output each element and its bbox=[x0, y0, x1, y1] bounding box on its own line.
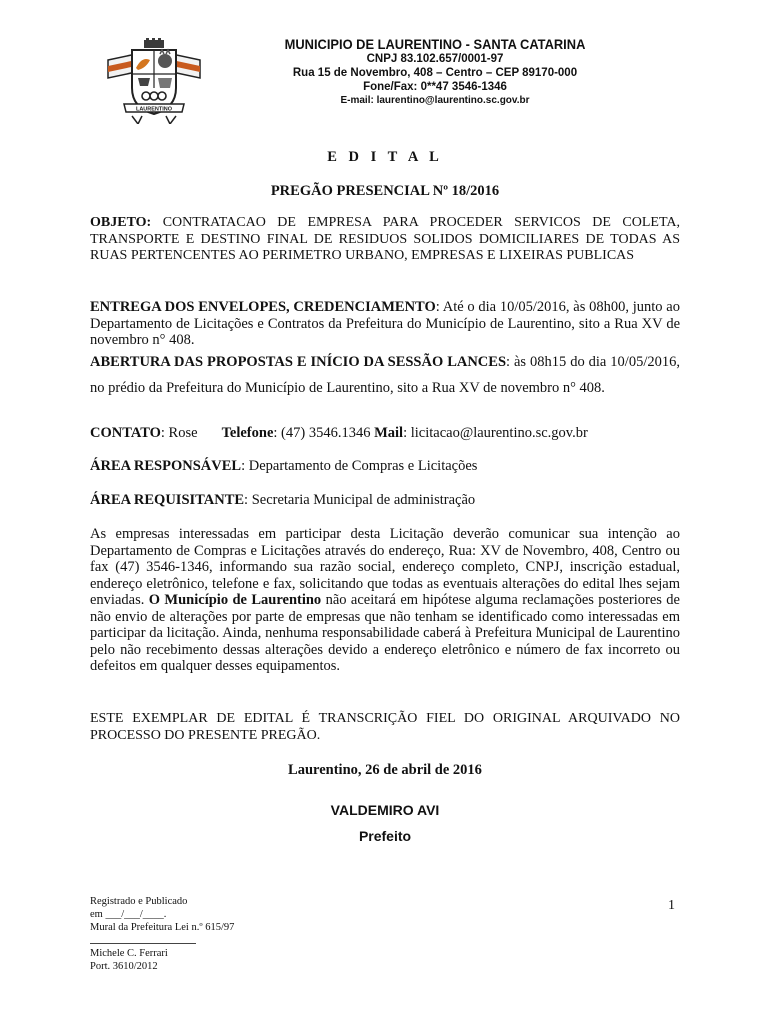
contato-line bbox=[90, 425, 680, 442]
telefone-label: Telefone bbox=[221, 425, 274, 441]
abertura-paragraph bbox=[90, 349, 680, 401]
document-subtitle: PREGÃO PRESENCIAL Nº 18/2016 bbox=[270, 183, 500, 199]
signatory-role: Prefeito bbox=[358, 828, 412, 844]
mail-value: : licitacao@laurentino.sc.gov.br bbox=[403, 425, 588, 441]
registrado-line: Registrado e Publicado bbox=[90, 896, 188, 907]
area-requisitante-value: : Secretaria Municipal de administração bbox=[244, 492, 476, 508]
publication-note bbox=[90, 895, 234, 934]
mail-label: Mail bbox=[374, 425, 404, 441]
objeto-label: OBJETO: bbox=[90, 215, 152, 230]
clerk-name: Michele C. Ferrari bbox=[90, 948, 168, 959]
body-paragraph bbox=[90, 526, 680, 675]
body-text-bold: O Município de Laurentino bbox=[148, 592, 322, 608]
abertura-text: : às 08h15 do dia 10/05/2016, no prédio da Prefeitura do Município de Laurentino, sito a Rua XV de novembro n° 408. bbox=[90, 354, 680, 396]
area-responsavel-label: ÁREA RESPONSÁVEL bbox=[90, 458, 242, 474]
signatory-name: VALDEMIRO AVI bbox=[330, 802, 440, 818]
objeto-text: CONTRATACAO DE EMPRESA PARA PROCEDER SERVICOS DE COLETA, TRANSPORTE E DESTINO FINAL DE RESIDUOS SOLIDOS DOMICILIARES DE TODAS AS RUAS PERTENCENTES AO PERIMETRO URBANO, EMPRESAS E LIXEIRAS PUBLICAS bbox=[90, 215, 680, 263]
area-requisitante-line bbox=[90, 492, 680, 509]
objeto-paragraph bbox=[90, 215, 680, 265]
exemplar-statement: ESTE EXEMPLAR DE EDITAL É TRANSCRIÇÃO FIEL DO ORIGINAL ARQUIVADO NO PROCESSO DO PRESENTE PREGÃO. bbox=[90, 711, 680, 743]
clerk-signature-block bbox=[90, 947, 168, 973]
body-text-part2: não aceitará em hipótese alguma reclamações posteriores de não envio de alterações por parte de empresas que não tenham se identificado como interessadas em participar da licitação. Ainda, nenhuma responsabilidade caberá à Prefeitura Municipal de Laurentino pelo não recebimento dessas alterações devido a endereço eletrônico e número de fax incorreto ou defeitos em qualquer desses equipamentos. bbox=[90, 592, 680, 674]
em-date-line: em ___/___/____. bbox=[90, 909, 167, 920]
municipal-coat-of-arms-logo bbox=[102, 38, 206, 124]
contato-value: : Rose bbox=[160, 425, 198, 441]
document-title: E D I T A L bbox=[327, 149, 443, 165]
area-responsavel-line bbox=[90, 458, 680, 475]
svg-text:LAURENTINO: LAURENTINO bbox=[135, 106, 173, 113]
entrega-label: ENTREGA DOS ENVELOPES, CREDENCIAMENTO bbox=[90, 299, 436, 315]
body-text-part1: As empresas interessadas em participar desta Licitação deverão comunicar sua intenção ao Departamento de Compras e Licitações através do endereço, Rua: XV de Novembro, 408, Centro ou fax (47) 3546-1346, informando sua razão social, endereço completo, CNPJ, inscrição estadual, endereço eletrônico, telefone e fax, solicitando que todas as eventuais alterações do edital lhes sejam enviadas. bbox=[90, 526, 680, 608]
mural-line: Mural da Prefeitura Lei n.º 615/97 bbox=[90, 922, 235, 933]
letterhead-address: Rua 15 de Novembro, 408 – Centro – CEP 89170-000 bbox=[292, 67, 578, 79]
signature-rule bbox=[90, 943, 196, 944]
entrega-text: : Até o dia 10/05/2016, às 08h00, junto ao Departamento de Licitações e Contratos da Prefeitura do Município de Laurentino, sito a Rua XV de novembro n° 408. bbox=[90, 299, 680, 348]
telefone-value: : (47) 3546.1346 bbox=[273, 425, 371, 441]
letterhead-municipality: MUNICIPIO DE LAURENTINO - SANTA CATARINA bbox=[284, 36, 586, 52]
page-number: 1 bbox=[668, 898, 675, 913]
letterhead-email: E-mail: laurentino@laurentino.sc.gov.br bbox=[340, 95, 530, 106]
area-responsavel-value: : Departamento de Compras e Licitações bbox=[241, 458, 478, 474]
clerk-portaria: Port. 3610/2012 bbox=[90, 961, 158, 972]
place-and-date: Laurentino, 26 de abril de 2016 bbox=[288, 762, 482, 778]
area-requisitante-label: ÁREA REQUISITANTE bbox=[90, 492, 245, 508]
entrega-paragraph bbox=[90, 299, 680, 349]
abertura-label: ABERTURA DAS PROPOSTAS E INÍCIO DA SESSÃO LANCES bbox=[90, 354, 507, 370]
contato-label: CONTATO bbox=[90, 425, 161, 441]
letterhead-phone: Fone/Fax: 0**47 3546-1346 bbox=[363, 81, 507, 93]
letterhead-cnpj: CNPJ 83.102.657/0001-97 bbox=[366, 53, 504, 65]
